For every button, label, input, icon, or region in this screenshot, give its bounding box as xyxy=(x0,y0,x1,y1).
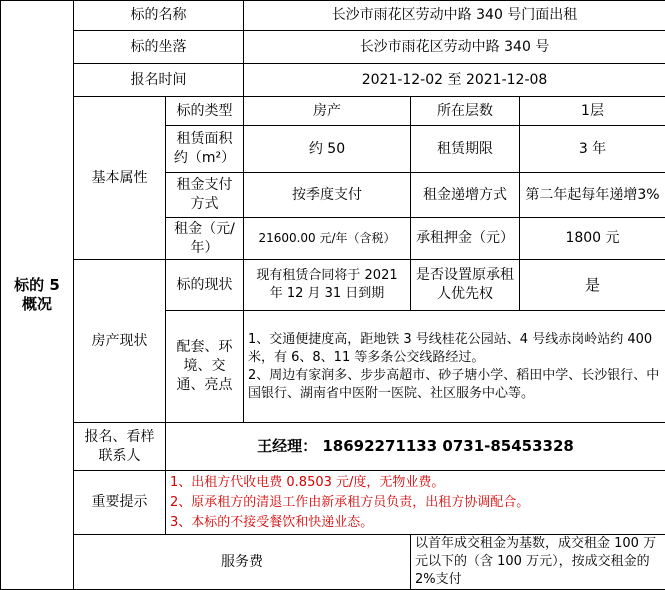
contact-value: 王经理： 18692271133 0731-85453328 xyxy=(166,423,665,471)
status-group-label: 房产现状 xyxy=(74,260,166,423)
location-value: 长沙市雨花区劳动中路 340 号 xyxy=(244,31,665,64)
signup-time-label: 报名时间 xyxy=(74,64,244,97)
type-label: 标的类型 xyxy=(166,97,244,126)
increase-value: 第二年起每年递增3% xyxy=(520,173,665,218)
term-label: 租赁期限 xyxy=(411,126,520,173)
current-value: 现有租赁合同将于 2021 年 12 月 31 日到期 xyxy=(244,260,411,311)
priority-value: 是 xyxy=(520,260,665,311)
notice-item: 3、本标的不接受餐饮和快递业态。 xyxy=(170,513,661,533)
section-title: 标的 5 概况 xyxy=(1,1,74,590)
row-notice xyxy=(1,471,665,535)
pay-label: 租金支付方式 xyxy=(166,173,244,218)
floor-label: 所在层数 xyxy=(411,97,520,126)
deposit-label: 承租押金（元） xyxy=(411,218,520,260)
rent-value: 21600.00 元/年（含税） xyxy=(244,218,411,260)
area-value: 约 50 xyxy=(244,126,411,173)
facilities-value: 1、交通便捷度高，距地铁 3 号线桂花公园站、4 号线赤岗岭站约 400 米，有 6、8、11 等多条公交线路经过。 2、周边有家润多、步步高超市、砂子塘小学、稻田中学、长沙银行、中国银行、湖南省中医附一医院、社区服务中心等。 xyxy=(244,311,665,423)
rent-label: 租金（元/年） xyxy=(166,218,244,260)
row-signup-time xyxy=(1,64,665,97)
priority-label: 是否设置原承租人优先权 xyxy=(411,260,520,311)
type-value: 房产 xyxy=(244,97,411,126)
row-contact xyxy=(1,423,665,471)
fee-label: 服务费 xyxy=(74,535,411,590)
facilities-label: 配套、环境、交通、亮点 xyxy=(166,311,244,423)
basic-group-label: 基本属性 xyxy=(74,97,166,260)
signup-time-value: 2021-12-02 至 2021-12-08 xyxy=(244,64,665,97)
notice-label: 重要提示 xyxy=(74,471,166,535)
location-label: 标的坐落 xyxy=(74,31,244,64)
deposit-value: 1800 元 xyxy=(520,218,665,260)
current-label: 标的现状 xyxy=(166,260,244,311)
fee-value: 以首年成交租金为基数，成交租金 100 万元以下的（含 100 万元），按成交租金的 2%支付 xyxy=(411,535,665,590)
notice-item: 1、出租方代收电费 0.8503 元/度，无物业费。 xyxy=(170,473,661,493)
contact-label: 报名、看样联系人 xyxy=(74,423,166,471)
notice-item: 2、原承租方的清退工作由新承租方员负责，出租方协调配合。 xyxy=(170,493,661,513)
row-current-status xyxy=(1,260,665,311)
row-type xyxy=(1,97,665,126)
name-label: 标的名称 xyxy=(74,1,244,31)
notice-list xyxy=(166,471,665,535)
term-value: 3 年 xyxy=(520,126,665,173)
increase-label: 租金递增方式 xyxy=(411,173,520,218)
floor-value: 1层 xyxy=(520,97,665,126)
row-name xyxy=(1,1,665,31)
pay-value: 按季度支付 xyxy=(244,173,411,218)
row-location xyxy=(1,31,665,64)
name-value: 长沙市雨花区劳动中路 340 号门面出租 xyxy=(244,1,665,31)
area-label: 租赁面积约（m²） xyxy=(166,126,244,173)
row-fee xyxy=(1,535,665,590)
